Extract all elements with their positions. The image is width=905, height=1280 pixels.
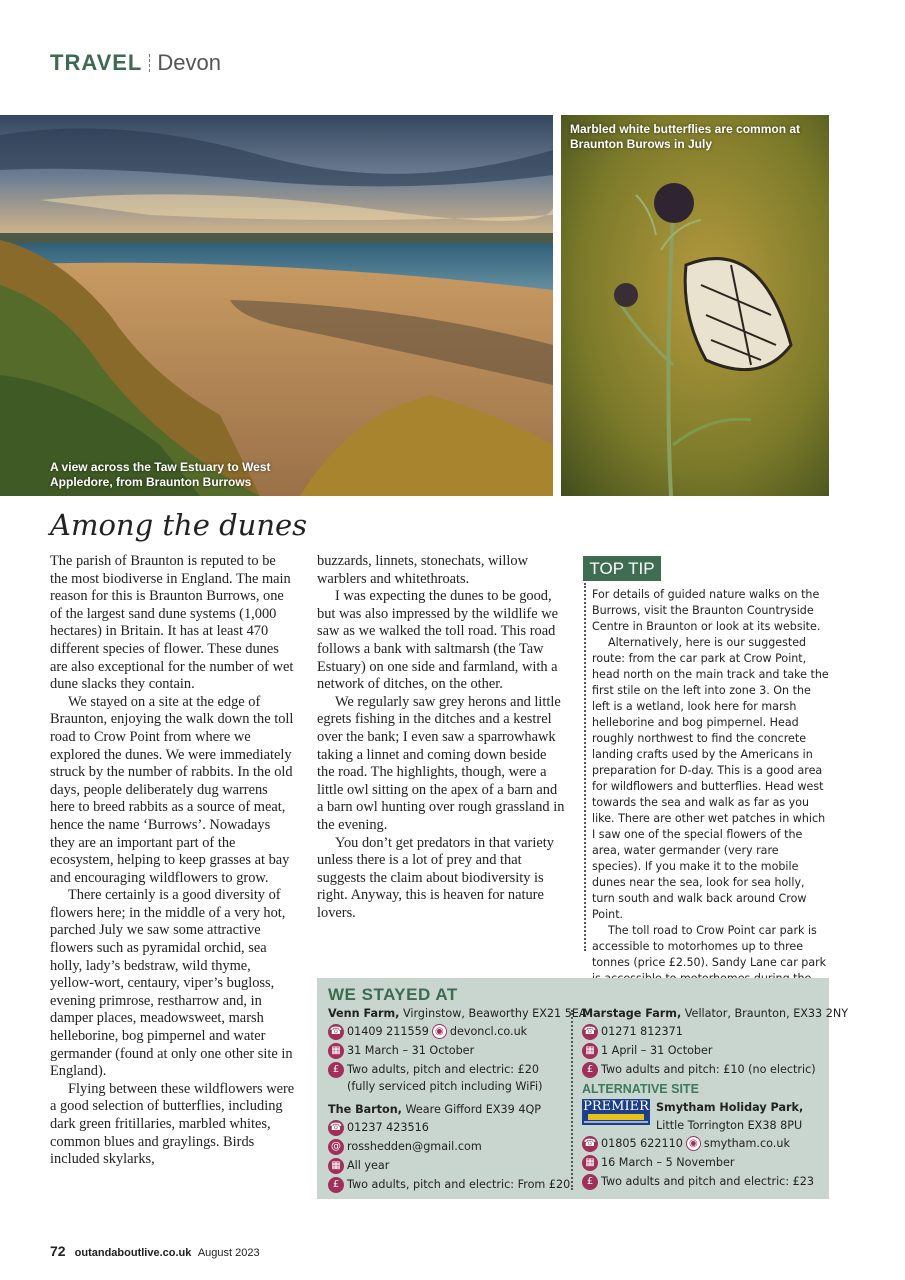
article-column-1 [50, 553, 296, 1169]
top-tip-label: TOP TIP [583, 556, 661, 581]
tip-paragraph: Alternatively, here is our suggested route: from the car park at Crow Point, head north on the main track and take the first stile on the left into zone 3. On the left is a wetland, look here for marsh helleborine and bog pimpernel. Head roughly northwest to find the concrete landing crafts used by the Americans in preparation for D-day. This is a good area for wildflowers and butterflies. Head west towards the sea and walk as far as you like. There are other wet patches in which I saw one of the special flowers of the area, water germander (very rare species). If you make it to the mobile dunes near the sea, look for sea holly, turn south and walk back around Crow Point. [592, 636, 829, 921]
top-tip-body [592, 587, 830, 1003]
smytham-website[interactable]: smytham.co.uk [703, 1137, 790, 1150]
venn-farm-name: Venn Farm, Virginstow, Beaworthy EX21 5EA [328, 1007, 587, 1020]
smytham-address: Little Torrington EX38 8PU [656, 1119, 803, 1132]
estuary-illustration [0, 115, 553, 496]
footer-site[interactable]: outandaboutlive.co.uk [74, 1247, 192, 1259]
phone-icon: ☎ [582, 1024, 598, 1040]
pound-icon: £ [328, 1062, 344, 1078]
article-column-2 [317, 553, 565, 922]
paragraph: The parish of Braunton is reputed to be the most biodiverse in England. The main reason for this is Braunton Burrows, one of the largest sand dune systems (1,000 hectares) in Britain. It has at least 470 different species of flower. These dunes are also exceptional for the number of wet dune slacks they contain. [50, 553, 294, 693]
tip-paragraph: For details of guided nature walks on the Burrows, visit the Braunton Countryside Centre in Braunton or look at its website. [592, 588, 821, 633]
tip-paragraph: The toll road to Crow Point car park is accessible to motorhomes up to three tonnes (price £2.50). Sandy Lane car park [592, 924, 827, 969]
barton-phone-row [328, 1119, 566, 1138]
barton-dates-row [328, 1157, 566, 1176]
section-divider [149, 54, 150, 72]
smytham-price: Two adults and pitch and electric: £23 [601, 1175, 815, 1188]
smytham-contact-row [582, 1135, 826, 1154]
phone-icon: ☎ [328, 1024, 344, 1040]
calendar-icon: ▦ [328, 1043, 344, 1059]
section-header [50, 50, 221, 76]
barton-price-row [328, 1176, 571, 1195]
butterfly-caption: Marbled white butterflies are common at Braunton Burows in July [570, 122, 801, 151]
butterfly-illustration [561, 115, 829, 496]
venn-dates-row [328, 1042, 566, 1061]
footer-issue: August 2023 [197, 1247, 260, 1259]
venn-phone: 01409 211559 [347, 1025, 429, 1038]
alternative-site-heading: ALTERNATIVE SITE [582, 1082, 699, 1096]
paragraph: buzzards, linnets, stonechats, willow warblers and whitethroats. [317, 553, 529, 587]
smytham-dates: 16 March – 5 November [601, 1156, 735, 1169]
email-icon: @ [328, 1139, 344, 1155]
smytham-name: Smytham Holiday Park, [656, 1101, 804, 1114]
stayed-at-heading: WE STAYED AT [328, 985, 458, 1004]
barton-name: The Barton, Weare Gifford EX39 4QP [328, 1103, 541, 1116]
section-region: Devon [157, 50, 221, 75]
page-number: 72 [50, 1243, 66, 1259]
web-icon: ◉ [432, 1024, 447, 1039]
barton-dates: All year [347, 1159, 390, 1172]
butterfly-photo [561, 115, 829, 496]
barton-phone: 01237 423516 [347, 1121, 429, 1134]
paragraph: There certainly is a good diversity of flowers here; in the middle of a very hot, parched July we saw some attractive flowers such as pyramidal orchid, sea holly, lady’s bedstraw, wild thyme, yellow-wort, centaury, viper’s bugloss, evening primrose, restharrow and, in damper places, meadowsweet, marsh helleborine, bog pimpernel and water germander (found at only one other site in England). [50, 887, 293, 1080]
barton-price: Two adults, pitch and electric: From £20 [347, 1178, 571, 1191]
smytham-phone: 01805 622110 [601, 1137, 683, 1150]
venn-price-row [328, 1061, 566, 1095]
venn-website[interactable]: devoncl.co.uk [449, 1025, 528, 1038]
marstage-price: Two adults and pitch: £10 (no electric) [601, 1063, 816, 1076]
calendar-icon: ▦ [582, 1155, 598, 1171]
top-tip-divider [584, 583, 586, 951]
calendar-icon: ▦ [582, 1043, 598, 1059]
marstage-name: Marstage Farm, Vellator, Braunton, EX33 2NY [582, 1007, 849, 1020]
marstage-dates-row [582, 1042, 826, 1061]
venn-dates: 31 March – 31 October [347, 1044, 475, 1057]
stayed-left-column [328, 1005, 587, 1195]
pound-icon: £ [328, 1177, 344, 1193]
article-title: Among the dunes [50, 508, 308, 542]
estuary-caption: A view across the Taw Estuary to West Appledore, from Braunton Burrows [50, 460, 271, 489]
marstage-phone: 01271 812371 [601, 1025, 683, 1038]
smytham-header [582, 1099, 826, 1135]
marstage-phone-row [582, 1023, 826, 1042]
smytham-name-block [656, 1099, 803, 1135]
estuary-photo [0, 115, 553, 496]
barton-email[interactable]: rosshedden@gmail.com [347, 1140, 482, 1153]
stayed-at-divider [571, 1010, 573, 1190]
web-icon: ◉ [686, 1136, 701, 1151]
paragraph: We stayed on a site at the edge of Braunton, enjoying the walk down the toll road to Crow Point from where we explored the dunes. We were immediately struck by the number of rabbits. In the old days, people deliberately dug warrens here to breed rabbits as a source of meat, hence the name ‘Burrows’. Nowadays they are an important part of the ecosystem, helping to keep grasses at bay and encouraging wildflowers to grow. [50, 693, 294, 886]
phone-icon: ☎ [328, 1120, 344, 1136]
paragraph: I was expecting the dunes to be good, but was also impressed by the wildlife we saw as we walked the toll road. This road follows a bank with saltmarsh (the Taw Estuary) on one side and farmland, with a network of ditches, on the other. [317, 588, 558, 693]
barton-email-row [328, 1138, 566, 1157]
pound-icon: £ [582, 1174, 598, 1190]
paragraph: Flying between these wildflowers were a good selection of butterflies, including dark green fritillaries, marbled whites, common blues and graylings. Birds included skylarks, [50, 1080, 295, 1168]
page-footer [50, 1243, 260, 1259]
section-label: TRAVEL [50, 50, 143, 75]
venn-price: Two adults, pitch and electric: £20 (fully serviced pitch including WiFi) [347, 1063, 543, 1093]
paragraph: You don’t get predators in that variety unless there is a lot of prey and that suggests the claim about biodiversity is right. Anyway, this is heaven for nature lovers. [317, 834, 554, 921]
smytham-dates-row [582, 1154, 826, 1173]
marstage-dates: 1 April – 31 October [601, 1044, 713, 1057]
paragraph: We regularly saw grey herons and little egrets fishing in the ditches and a kestrel over the bank; I even saw a sparrowhawk taking a linnet and coming down beside the road. The highlights, though, were a little owl sitting on the apex of a barn and a barn owl hunting over rough grassland in the evening. [317, 693, 565, 833]
marstage-price-row [582, 1061, 826, 1080]
calendar-icon: ▦ [328, 1158, 344, 1174]
pound-icon: £ [582, 1062, 598, 1078]
phone-icon: ☎ [582, 1136, 598, 1152]
stayed-right-column [582, 1005, 849, 1192]
premier-parks-logo: PREMIER [582, 1099, 650, 1125]
venn-contact-row [328, 1023, 566, 1042]
smytham-price-row [582, 1173, 826, 1192]
